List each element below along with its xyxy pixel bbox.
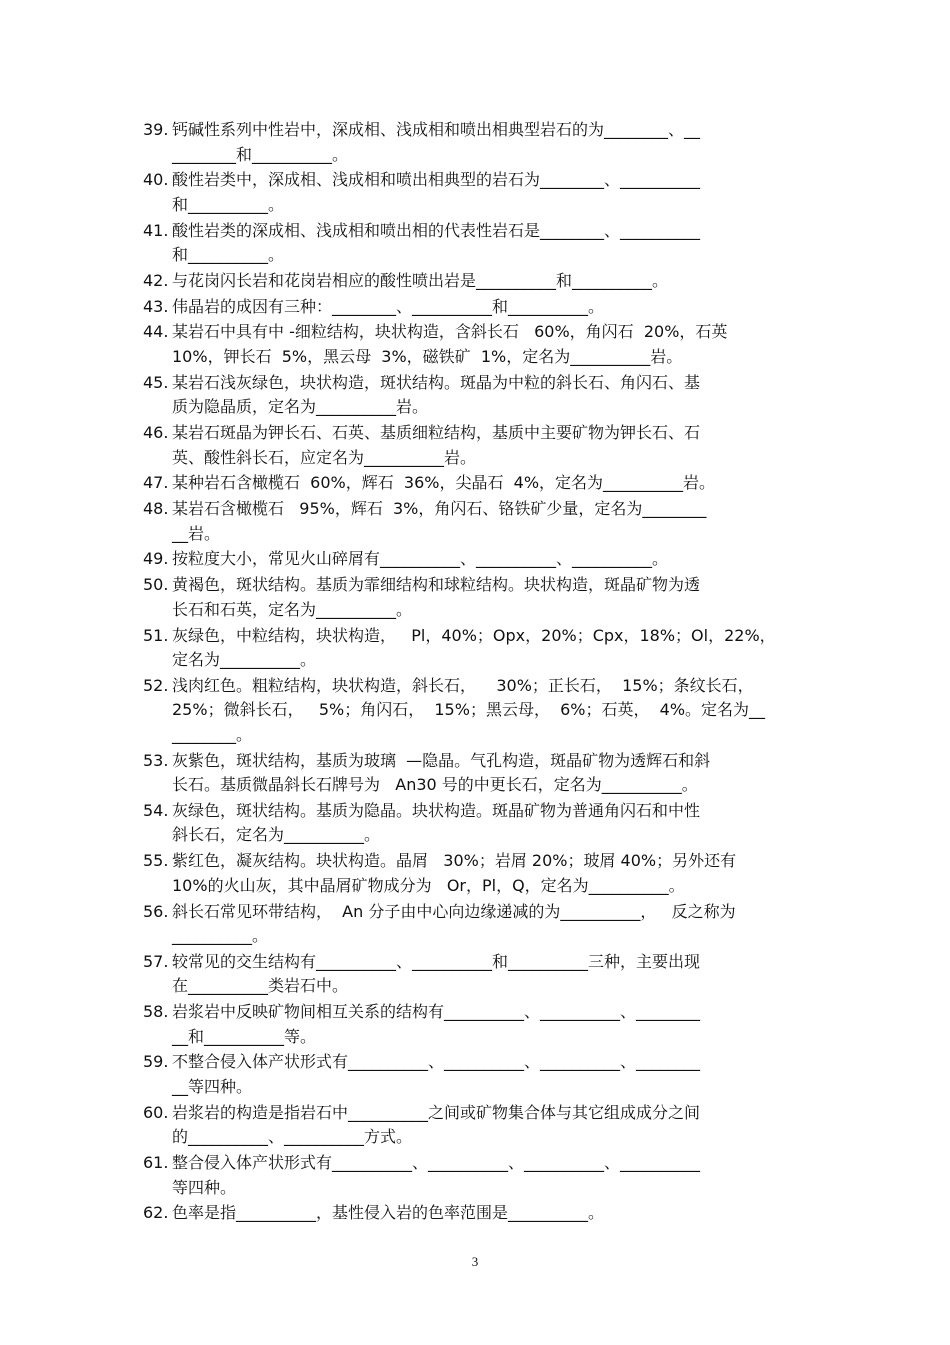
question-list bbox=[143, 118, 813, 1227]
question-number: 48. bbox=[143, 499, 169, 519]
question-number: 55. bbox=[143, 851, 169, 871]
question-item bbox=[143, 1201, 813, 1226]
question-line: 紫红色，凝灰结构。块状构造。晶屑 30%；岩屑 20%；玻屑 40%；另外还有 bbox=[172, 851, 737, 871]
question-item bbox=[143, 1151, 813, 1200]
question-item bbox=[143, 168, 813, 217]
question-line: 长石和石英，定名为__________。 bbox=[172, 599, 413, 619]
question-text bbox=[172, 118, 813, 167]
question-item bbox=[143, 421, 813, 470]
question-item bbox=[143, 749, 813, 798]
question-text bbox=[172, 219, 813, 268]
question-number: 54. bbox=[143, 800, 169, 820]
question-number: 45. bbox=[143, 372, 169, 392]
question-text bbox=[172, 471, 813, 496]
question-line: 岩浆岩的构造是指岩石中__________之间或矿物集合体与其它组成成分之间 bbox=[172, 1102, 701, 1122]
question-item bbox=[143, 849, 813, 898]
question-text bbox=[172, 421, 813, 470]
question-number: 51. bbox=[143, 625, 169, 645]
question-line: 的__________、__________方式。 bbox=[172, 1127, 413, 1147]
question-item bbox=[143, 573, 813, 622]
question-line: 伟晶岩的成因有三种：________、__________和__________。 bbox=[172, 296, 605, 316]
question-text bbox=[172, 269, 813, 294]
question-line: 斜长石，定名为__________。 bbox=[172, 825, 381, 845]
question-number: 61. bbox=[143, 1153, 169, 1173]
question-text bbox=[172, 573, 813, 622]
question-line: 色率是指__________，基性侵入岩的色率范围是__________。 bbox=[172, 1203, 605, 1223]
question-number: 44. bbox=[143, 322, 169, 342]
question-text bbox=[172, 1101, 813, 1150]
question-number: 49. bbox=[143, 549, 169, 569]
question-number: 56. bbox=[143, 901, 169, 921]
question-line: 25%；微斜长石， 5%；角闪石， 15%；黑云母， 6%；石英， 4%。定名为__ bbox=[172, 700, 766, 720]
question-line: 酸性岩类中，深成相、浅成相和喷出相典型的岩石为________、__________ bbox=[172, 170, 701, 190]
question-item bbox=[143, 371, 813, 420]
question-number: 60. bbox=[143, 1102, 169, 1122]
question-item bbox=[143, 950, 813, 999]
question-item bbox=[143, 674, 813, 748]
question-text bbox=[172, 168, 813, 217]
question-item bbox=[143, 295, 813, 320]
question-text bbox=[172, 950, 813, 999]
question-item bbox=[143, 497, 813, 546]
question-number: 50. bbox=[143, 575, 169, 595]
question-line: __等四种。 bbox=[172, 1076, 253, 1096]
question-number: 57. bbox=[143, 951, 169, 971]
question-text bbox=[172, 1201, 813, 1226]
question-line: 钙碱性系列中性岩中，深成相、浅成相和喷出相典型岩石的为________、__ bbox=[172, 120, 701, 139]
question-line: 浅肉红色。粗粒结构，块状构造，斜长石， 30%；正长石， 15%；条纹长石， bbox=[172, 675, 754, 695]
question-item bbox=[143, 269, 813, 294]
question-number: 43. bbox=[143, 296, 169, 316]
page-number: 3 bbox=[471, 1254, 479, 1269]
question-text bbox=[172, 1050, 813, 1099]
question-number: 42. bbox=[143, 270, 169, 290]
question-number: 41. bbox=[143, 220, 169, 240]
question-number: 52. bbox=[143, 675, 169, 695]
question-number: 53. bbox=[143, 750, 169, 770]
question-line: 某种岩石含橄榄石 60%，辉石 36%，尖晶石 4%，定名为__________岩。 bbox=[172, 473, 716, 493]
question-text bbox=[172, 849, 813, 898]
question-item bbox=[143, 118, 813, 167]
question-item bbox=[143, 624, 813, 673]
question-line: 某岩石中具有中 -细粒结构，块状构造，含斜长石 60%，角闪石 20%，石英 bbox=[172, 322, 728, 342]
question-text bbox=[172, 547, 813, 572]
question-line: 质为隐晶质，定名为__________岩。 bbox=[172, 397, 429, 417]
question-line: 定名为__________。 bbox=[172, 650, 317, 670]
question-line: 和__________。 bbox=[172, 194, 285, 214]
question-number: 58. bbox=[143, 1002, 169, 1022]
question-number: 39. bbox=[143, 120, 169, 139]
question-line: 灰绿色，斑状结构。基质为隐晶。块状构造。斑晶矿物为普通角闪石和中性 bbox=[172, 800, 701, 820]
question-line: 按粒度大小，常见火山碎屑有__________、__________、__________。 bbox=[172, 549, 669, 569]
question-item bbox=[143, 219, 813, 268]
question-line: 某岩石斑晶为钾长石、石英、基质细粒结构，基质中主要矿物为钾长石、石 bbox=[172, 423, 701, 443]
question-number: 59. bbox=[143, 1052, 169, 1072]
question-line: 岩浆岩中反映矿物间相互关系的结构有__________、__________、________ bbox=[172, 1002, 701, 1022]
question-text bbox=[172, 624, 813, 673]
question-item bbox=[143, 799, 813, 848]
question-line: 灰紫色，斑状结构，基质为玻璃 —隐晶。气孔构造，斑晶矿物为透辉石和斜 bbox=[172, 750, 711, 770]
question-line: 较常见的交生结构有__________、__________和__________三种，主要出现 bbox=[172, 951, 701, 971]
question-text bbox=[172, 371, 813, 420]
question-text bbox=[172, 295, 813, 320]
question-item bbox=[143, 1000, 813, 1049]
question-item bbox=[143, 547, 813, 572]
question-line: 与花岗闪长岩和花岗岩相应的酸性喷出岩是__________和__________。 bbox=[172, 270, 669, 290]
question-number: 47. bbox=[143, 473, 169, 493]
question-line: __岩。 bbox=[172, 523, 221, 543]
question-line: 10%的火山灰，其中晶屑矿物成分为 Or，Pl，Q，定名为__________。 bbox=[172, 875, 685, 895]
question-text bbox=[172, 674, 813, 748]
question-text bbox=[172, 1000, 813, 1049]
question-item bbox=[143, 1050, 813, 1099]
question-line: ________和__________。 bbox=[172, 144, 349, 164]
question-line: 英、酸性斜长石，应定名为__________岩。 bbox=[172, 447, 477, 467]
question-line: 和__________。 bbox=[172, 245, 285, 265]
question-line: __________。 bbox=[172, 926, 269, 946]
question-line: 酸性岩类的深成相、浅成相和喷出相的代表性岩石是________、__________ bbox=[172, 220, 701, 240]
question-line: 某岩石含橄榄石 95%，辉石 3%，角闪石、铬铁矿少量，定名为________ bbox=[172, 499, 707, 519]
question-number: 40. bbox=[143, 170, 169, 190]
question-item bbox=[143, 900, 813, 949]
question-item bbox=[143, 320, 813, 369]
question-line: 某岩石浅灰绿色，块状构造，斑状结构。斑晶为中粒的斜长石、角闪石、基 bbox=[172, 372, 701, 392]
question-line: 长石。基质微晶斜长石牌号为 An30 号的中更长石，定名为__________。 bbox=[172, 775, 698, 795]
question-number: 62. bbox=[143, 1203, 169, 1223]
question-text bbox=[172, 320, 813, 369]
question-text bbox=[172, 1151, 813, 1200]
question-line: 等四种。 bbox=[172, 1177, 237, 1197]
question-item bbox=[143, 1101, 813, 1150]
question-text bbox=[172, 497, 813, 546]
question-text bbox=[172, 749, 813, 798]
question-line: __和__________等。 bbox=[172, 1026, 317, 1046]
question-line: 10%，钾长石 5%，黑云母 3%，磁铁矿 1%，定名为__________岩。 bbox=[172, 346, 683, 366]
question-line: 黄褐色，斑状结构。基质为霏细结构和球粒结构。块状构造，斑晶矿物为透 bbox=[172, 575, 701, 595]
question-item bbox=[143, 471, 813, 496]
question-line: ________。 bbox=[172, 724, 253, 744]
question-line: 灰绿色，中粒结构，块状构造， Pl，40%；Opx，20%；Cpx，18%；Ol，22%， bbox=[172, 625, 776, 645]
question-line: 整合侵入体产状形式有__________、__________、__________、__________ bbox=[172, 1153, 701, 1173]
question-number: 46. bbox=[143, 423, 169, 443]
question-text bbox=[172, 900, 813, 949]
question-line: 斜长石常见环带结构， An 分子由中心向边缘递减的为__________， 反之称为 bbox=[172, 901, 736, 921]
question-text bbox=[172, 799, 813, 848]
question-line: 在__________类岩石中。 bbox=[172, 976, 349, 996]
question-line: 不整合侵入体产状形式有__________、__________、__________、________ bbox=[172, 1052, 701, 1072]
